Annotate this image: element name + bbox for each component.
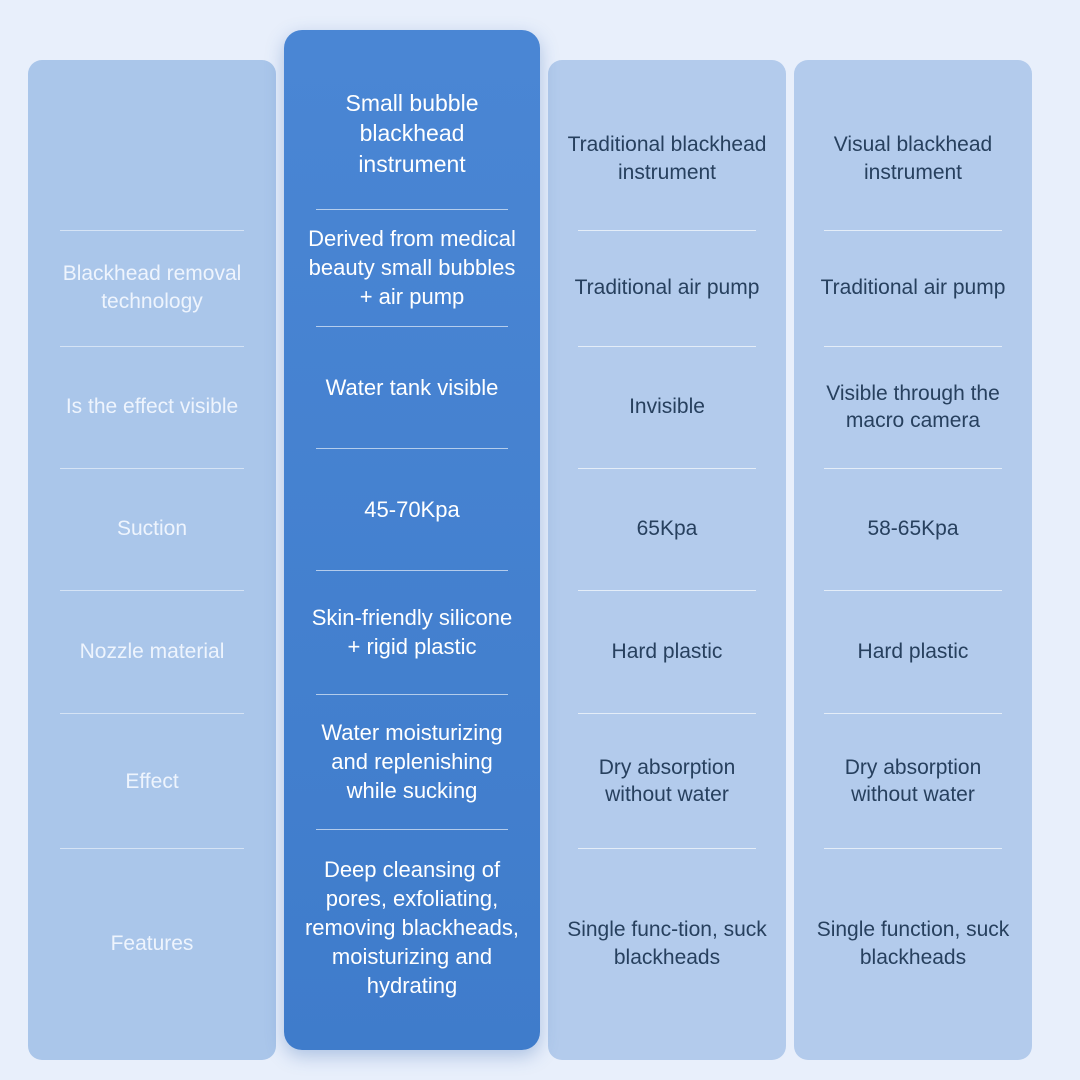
value-cell: 45-70Kpa — [364, 496, 460, 522]
value-cell: Traditional air pump — [820, 276, 1006, 300]
column-header-traditional: Traditional blackhead instrument — [567, 133, 767, 184]
comparison-table — [28, 30, 1052, 1050]
value-cell: Dry absorption without water — [598, 755, 736, 807]
column-feature-labels — [28, 60, 276, 1060]
value-cell: Single function, suck blackheads — [816, 918, 1010, 969]
value-cell: Traditional air pump — [574, 276, 760, 300]
feature-label-cell: Is the effect visible — [65, 395, 239, 419]
value-cell: Skin-friendly silicone + rigid plastic — [311, 605, 513, 660]
column-header-small-bubble: Small bubble blackhead instrument — [345, 90, 479, 177]
value-cell: Single func-tion, suck blackheads — [567, 918, 767, 969]
value-cell: Visible through the macro camera — [826, 381, 1000, 433]
value-cell: Dry absorption without water — [844, 755, 982, 807]
feature-label-cell: Effect — [125, 769, 179, 793]
column-traditional — [548, 60, 786, 1060]
value-cell: Hard plastic — [611, 640, 723, 664]
value-cell: 58-65Kpa — [867, 517, 959, 541]
feature-label-cell: Blackhead removal technology — [62, 262, 242, 314]
value-cell: Hard plastic — [857, 640, 969, 664]
value-cell: Water moisturizing and replenishing while sucking — [321, 720, 503, 804]
column-visual — [794, 60, 1032, 1060]
value-cell: Derived from medical beauty small bubbles + air pump — [308, 226, 516, 310]
value-cell: Water tank visible — [325, 374, 499, 400]
feature-label-cell: Suction — [116, 517, 188, 541]
column-header-visual: Visual blackhead instrument — [833, 133, 993, 184]
column-small-bubble — [284, 30, 540, 1050]
value-cell: Invisible — [629, 395, 705, 419]
value-cell: Deep cleansing of pores, exfoliating, removing blackheads, moisturizing and hydrating — [304, 857, 519, 999]
feature-label-cell: Nozzle material — [79, 640, 225, 664]
feature-label-cell: Features — [110, 931, 194, 955]
value-cell: 65Kpa — [636, 517, 698, 541]
